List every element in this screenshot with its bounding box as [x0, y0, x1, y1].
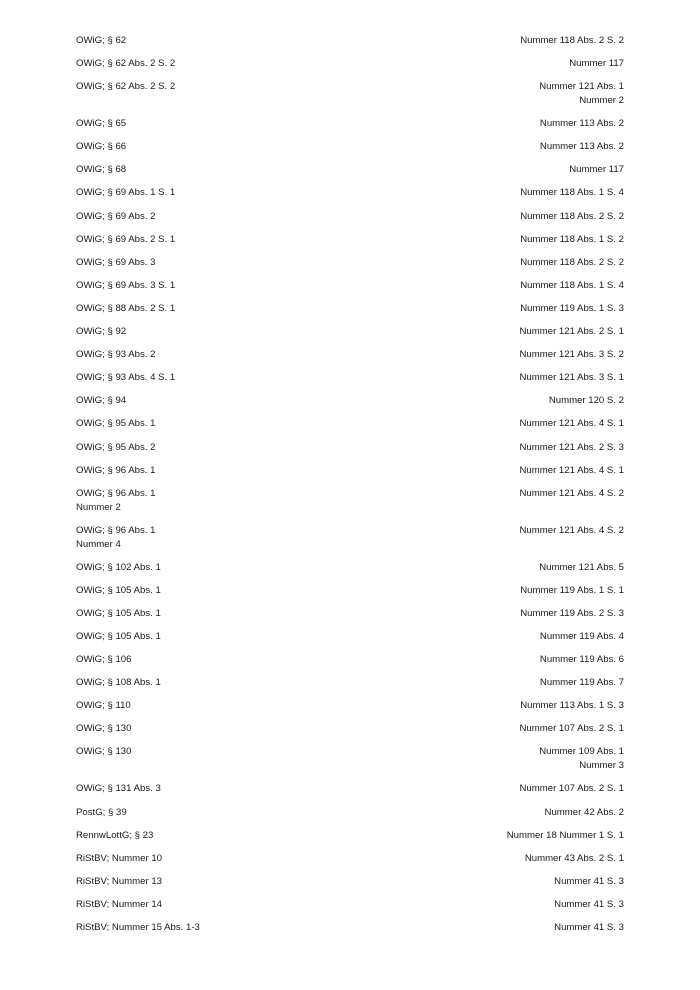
index-reference-right: Nummer 119 Abs. 1 S. 1 [520, 584, 624, 596]
index-reference-left: OWiG; § 95 Abs. 2 [76, 441, 156, 453]
index-row [76, 140, 624, 154]
index-reference-left: OWiG; § 69 Abs. 1 S. 1 [76, 187, 176, 199]
index-reference-left: OWiG; § 96 Abs. 1 Nummer 2 [76, 487, 156, 513]
index-reference-left: OWiG; § 69 Abs. 3 [76, 256, 156, 268]
index-row [76, 782, 624, 796]
index-row [76, 325, 624, 339]
index-reference-right: Nummer 121 Abs. 4 S. 2 [519, 487, 624, 499]
index-row [76, 464, 624, 478]
index-reference-right: Nummer 121 Abs. 4 S. 1 [519, 464, 624, 476]
index-reference-right: Nummer 107 Abs. 2 S. 1 [519, 723, 624, 735]
index-reference-right: Nummer 118 Abs. 1 S. 4 [520, 279, 624, 291]
index-reference-left: OWiG; § 102 Abs. 1 [76, 561, 161, 573]
index-reference-right: Nummer 109 Abs. 1 Nummer 3 [539, 746, 624, 772]
index-reference-left: OWiG; § 88 Abs. 2 S. 1 [76, 302, 176, 314]
index-reference-right: Nummer 118 Abs. 2 S. 2 [520, 210, 624, 222]
index-row [76, 487, 624, 515]
index-reference-right: Nummer 121 Abs. 1 Nummer 2 [539, 81, 624, 107]
index-reference-right: Nummer 119 Abs. 6 [539, 654, 624, 666]
index-reference-right: Nummer 121 Abs. 4 S. 1 [519, 418, 624, 430]
index-row [76, 722, 624, 736]
index-row [76, 875, 624, 889]
index-reference-left: OWiG; § 69 Abs. 2 S. 1 [76, 233, 176, 245]
index-reference-right: Nummer 41 S. 3 [554, 898, 624, 910]
index-reference-left: OWiG; § 69 Abs. 3 S. 1 [76, 279, 176, 291]
index-row [76, 584, 624, 598]
index-reference-left: OWiG; § 92 [76, 326, 127, 338]
index-reference-right: Nummer 119 Abs. 2 S. 3 [520, 607, 624, 619]
index-reference-right: Nummer 107 Abs. 2 S. 1 [519, 783, 624, 795]
index-row [76, 57, 624, 71]
index-reference-left: OWiG; § 68 [76, 164, 127, 176]
index-reference-left: OWiG; § 66 [76, 141, 127, 153]
index-reference-left: OWiG; § 94 [76, 395, 127, 407]
index-reference-left: RennwLottG; § 23 [76, 829, 154, 841]
index-reference-right: Nummer 121 Abs. 4 S. 2 [519, 524, 624, 536]
index-reference-right: Nummer 120 S. 2 [548, 395, 624, 407]
index-row [76, 417, 624, 431]
index-reference-right: Nummer 119 Abs. 4 [539, 630, 624, 642]
index-row [76, 630, 624, 644]
index-row [76, 921, 624, 935]
index-table [76, 34, 624, 944]
index-reference-left: OWiG; § 105 Abs. 1 [76, 630, 161, 642]
index-row [76, 699, 624, 713]
index-reference-right: Nummer 118 Abs. 2 S. 2 [520, 256, 624, 268]
index-reference-right: Nummer 121 Abs. 2 S. 1 [519, 326, 624, 338]
index-reference-right: Nummer 121 Abs. 3 S. 2 [519, 349, 624, 361]
index-reference-left: RiStBV; Nummer 15 Abs. 1-3 [76, 922, 200, 933]
index-row [76, 80, 624, 108]
index-reference-right: Nummer 118 Abs. 2 S. 2 [520, 35, 624, 46]
index-reference-left: OWiG; § 96 Abs. 1 [76, 464, 156, 476]
index-row [76, 524, 624, 552]
index-reference-left: OWiG; § 131 Abs. 3 [76, 783, 161, 795]
index-reference-left: RiStBV; Nummer 10 [76, 852, 163, 864]
index-row [76, 163, 624, 177]
index-row [76, 186, 624, 200]
index-reference-right: Nummer 113 Abs. 2 [539, 141, 624, 153]
index-row [76, 806, 624, 820]
index-reference-left: RiStBV; Nummer 13 [76, 875, 163, 887]
index-reference-right: Nummer 43 Abs. 2 S. 1 [524, 852, 624, 864]
index-row [76, 233, 624, 247]
index-reference-left: OWiG; § 93 Abs. 4 S. 1 [76, 372, 176, 384]
index-reference-left: OWiG; § 108 Abs. 1 [76, 677, 161, 689]
index-row [76, 34, 624, 48]
index-row [76, 561, 624, 575]
index-row [76, 348, 624, 362]
index-row [76, 117, 624, 131]
index-reference-left: OWiG; § 105 Abs. 1 [76, 607, 161, 619]
index-reference-left: OWiG; § 93 Abs. 2 [76, 349, 156, 361]
index-row [76, 279, 624, 293]
index-reference-left: OWiG; § 105 Abs. 1 [76, 584, 161, 596]
index-row [76, 441, 624, 455]
index-row [76, 898, 624, 912]
index-row [76, 302, 624, 316]
index-row [76, 210, 624, 224]
index-row [76, 607, 624, 621]
index-row [76, 829, 624, 843]
index-reference-right: Nummer 41 S. 3 [554, 875, 624, 887]
index-reference-right: Nummer 121 Abs. 2 S. 3 [519, 441, 624, 453]
index-reference-right: Nummer 41 S. 3 [554, 922, 624, 933]
index-reference-left: OWiG; § 106 [76, 654, 132, 666]
index-reference-right: Nummer 18 Nummer 1 S. 1 [506, 829, 624, 841]
index-reference-left: OWiG; § 110 [76, 700, 131, 712]
index-reference-left: OWiG; § 62 [76, 35, 127, 46]
index-reference-left: RiStBV; Nummer 14 [76, 898, 163, 910]
index-reference-right: Nummer 117 [569, 58, 624, 70]
index-row [76, 256, 624, 270]
index-reference-right: Nummer 121 Abs. 3 S. 1 [519, 372, 624, 384]
index-reference-right: Nummer 118 Abs. 1 S. 2 [520, 233, 624, 245]
index-reference-left: OWiG; § 62 Abs. 2 S. 2 [76, 81, 176, 93]
index-reference-right: Nummer 119 Abs. 7 [539, 677, 624, 689]
index-row [76, 394, 624, 408]
index-reference-left: OWiG; § 69 Abs. 2 [76, 210, 156, 222]
index-reference-left: OWiG; § 95 Abs. 1 [76, 418, 156, 430]
index-reference-left: OWiG; § 62 Abs. 2 S. 2 [76, 58, 176, 70]
index-reference-left: OWiG; § 130 [76, 723, 132, 735]
index-reference-right: Nummer 113 Abs. 2 [539, 118, 624, 130]
index-row [76, 852, 624, 866]
index-reference-left: OWiG; § 65 [76, 118, 127, 130]
index-row [76, 653, 624, 667]
index-reference-right: Nummer 42 Abs. 2 [544, 806, 624, 818]
index-reference-left: OWiG; § 130 [76, 746, 132, 758]
index-reference-right: Nummer 118 Abs. 1 S. 4 [520, 187, 624, 199]
index-row [76, 371, 624, 385]
index-reference-right: Nummer 121 Abs. 5 [539, 561, 624, 573]
index-reference-left: PostG; § 39 [76, 806, 127, 818]
index-reference-right: Nummer 119 Abs. 1 S. 3 [520, 302, 624, 314]
index-reference-right: Nummer 113 Abs. 1 S. 3 [520, 700, 624, 712]
index-reference-right: Nummer 117 [569, 164, 624, 176]
index-reference-left: OWiG; § 96 Abs. 1 Nummer 4 [76, 524, 156, 550]
index-row [76, 745, 624, 773]
index-row [76, 676, 624, 690]
